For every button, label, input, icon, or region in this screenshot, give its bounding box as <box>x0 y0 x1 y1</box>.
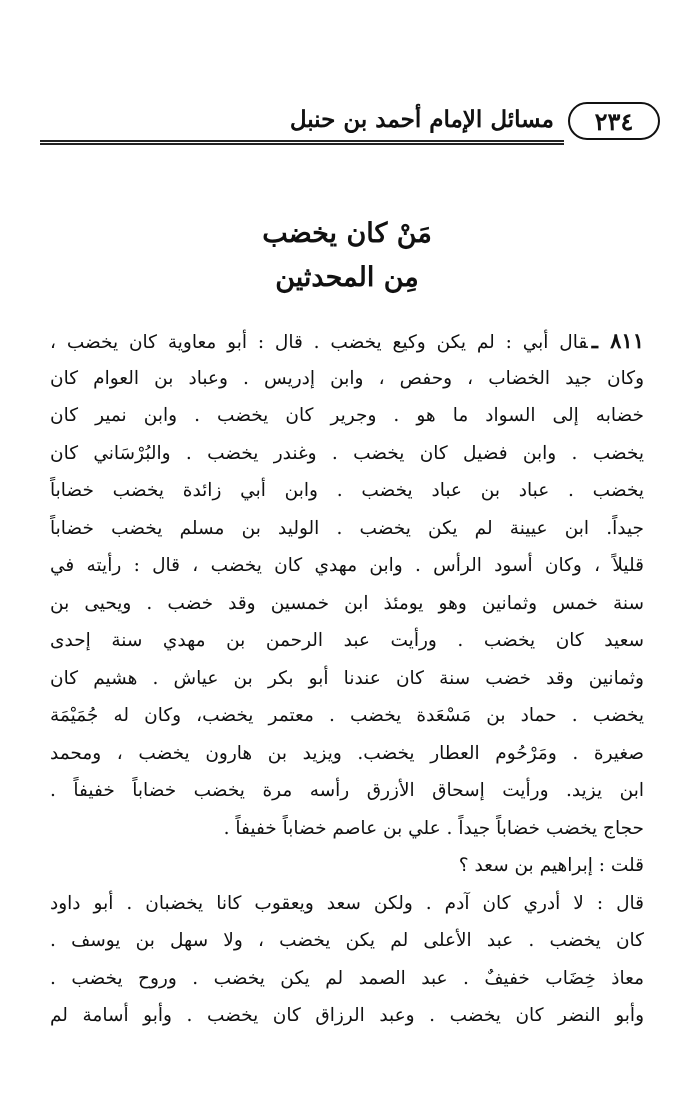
header-rule <box>40 140 564 145</box>
page-number-badge: ٢٣٤ <box>568 102 660 140</box>
text-line: جيداً. ابن عيينة لم يكن يخضب . الوليد بن مسلم يخضب خضاباً <box>50 517 644 539</box>
text-line: يخضب . عباد بن عباد يخضب . وابن أبي زائدة يخضب خضاباً <box>50 480 644 501</box>
text-line: يخضب . حماد بن مَسْعَدة يخضب . معتمر يخضب، وكان له جُمَيْمَة <box>50 705 644 726</box>
paragraph-number: ٨١١ ـ <box>591 328 644 353</box>
question-line: قلت : إبراهيم بن سعد ؟ <box>458 855 644 876</box>
page-header <box>40 96 660 144</box>
text-line <box>50 322 644 360</box>
text-line: وكان جيد الخضاب ، وحفص ، وابن إدريس . وعباد بن العوام كان <box>50 367 644 389</box>
answer-line: وأبو النضر كان يخضب . وعبد الرزاق كان يخضب . وأبو أسامة لم <box>50 1005 644 1026</box>
book-title: مسائل الإمام أحمد بن حنبل <box>289 106 554 133</box>
text-line-content: قال أبي : لم يكن وكيع يخضب . قال : أبو معاوية كان يخضب ، <box>50 332 588 353</box>
answer-line: كان يخضب . عبد الأعلى لم يكن يخضب ، ولا سهل بن يوسف . <box>50 930 644 951</box>
text-line: يخضب . وابن فضيل كان يخضب . وغندر يخضب . والبُرْسَاني كان <box>50 442 644 464</box>
text-line: صغيرة . ومَرْحُوم العطار يخضب. ويزيد بن هارون يخضب ، ومحمد <box>50 742 644 764</box>
answer-line: قال : لا أدري كان آدم . ولكن سعد ويعقوب كانا يخضبان . أبو داود <box>50 892 644 914</box>
text-line: قليلاً ، وكان أسود الرأس . وابن مهدي كان يخضب ، قال : رأيته في <box>50 555 644 576</box>
text-line: ابن يزيد. ورأيت إسحاق الأزرق رأسه مرة يخضب خضاباً خفيفاً . <box>50 780 644 801</box>
text-line: سنة خمس وثمانين وهو يومئذ ابن خمسين وقد خضب . ويحيى بن <box>50 592 644 614</box>
chapter-title-line-1: مَنْ كان يخضب <box>262 218 432 249</box>
chapter-title-line-2: مِن المحدثين <box>275 262 419 293</box>
answer-line: معاذ خِضَاب خفيفٌ . عبد الصمد لم يكن يخضب . وروح يخضب . <box>50 967 644 989</box>
chapter-heading <box>0 212 694 300</box>
body-text <box>50 322 644 1035</box>
text-line: سعيد كان يخضب . ورأيت عبد الرحمن بن مهدي سنة إحدى <box>50 630 644 651</box>
text-line: حجاج يخضب خضاباً جيداً . علي بن عاصم خضاباً خفيفاً . <box>223 817 644 839</box>
text-line: خضابه إلى السواد ما هو . وجرير كان يخضب . وابن نمير كان <box>50 405 644 426</box>
text-line: وثمانين وقد خضب سنة كان عندنا أبو بكر بن عياش . هشيم كان <box>50 667 644 689</box>
